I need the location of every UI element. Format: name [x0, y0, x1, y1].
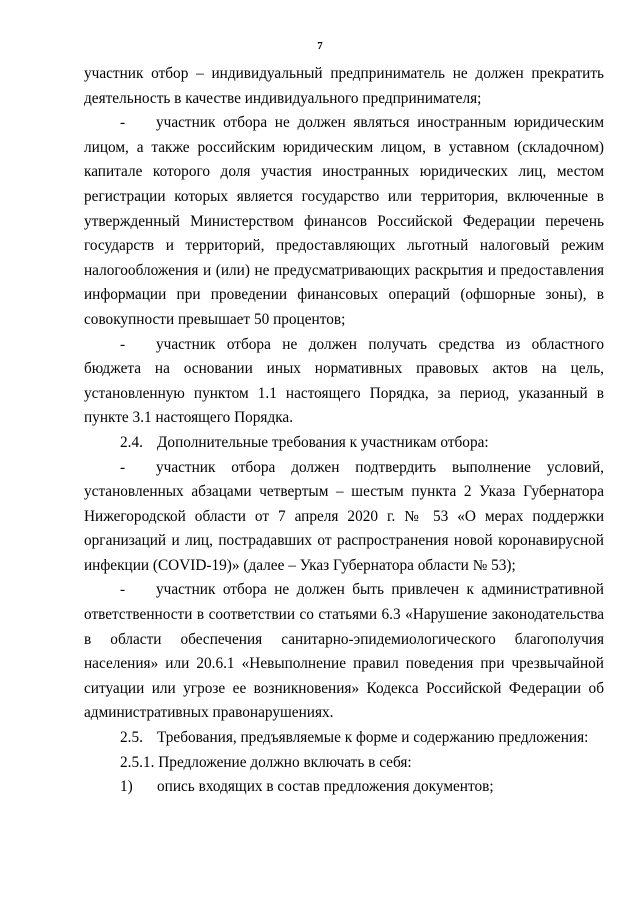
text-line: [84, 333, 604, 358]
text-line: лицом, а также российским юридическим лицом, в уставном (складочном): [84, 138, 604, 156]
text-line: деятельность в качестве индивидуального предпринимателя;: [84, 89, 482, 107]
text-line: ситуации или угрозе ее возникновения» Кодекса Российской Федерации об: [84, 679, 604, 697]
text-line: [84, 726, 604, 751]
list-item-regional-budget: [84, 333, 604, 431]
list-item-foreign-entity: [84, 111, 604, 332]
text-line: Нижегородской области от 7 апреля 2020 г. № 53 «О мерах поддержки: [84, 507, 604, 525]
list-marker: -: [120, 114, 126, 132]
text-line: информации при проведении финансовых операций (офшорные зоны), в: [84, 286, 604, 304]
text-line: инфекции (COVID-19)» (далее – Указ Губернатора области № 53);: [84, 556, 516, 574]
text-line: населения» или 20.6.1 «Невыполнение правил поведения при чрезвычайной: [84, 655, 604, 673]
section-2-5-1: [84, 751, 604, 776]
item-number: 1): [120, 778, 133, 796]
text-line: [84, 578, 604, 603]
text-line: пункте 3.1 настоящего Порядка.: [84, 409, 294, 427]
text-line: государств и территорий, предоставляющих льготный налоговый режим: [84, 237, 604, 255]
text-fragment: Дополнительные требования к участникам отбора:: [157, 433, 489, 451]
text-fragment: участник отбора не должен получать средства из областного: [156, 335, 604, 353]
numbered-item-1: [84, 775, 604, 800]
text-line: бюджета на основании иных нормативных правовых актов на цель,: [84, 360, 604, 378]
text-fragment: участник отбора должен подтвердить выполнение условий,: [156, 458, 604, 476]
text-line: 2.5.1. Предложение должно включать в себя:: [120, 753, 412, 771]
text-line: капитале которого доля участия иностранных юридических лиц, местом: [84, 163, 604, 181]
text-line: установленную пунктом 1.1 настоящего Порядка, за период, указанный в: [84, 384, 604, 402]
page-number: 7: [317, 40, 323, 52]
text-line: участник отбор – индивидуальный предприниматель не должен прекратить: [84, 65, 604, 82]
text-line: [84, 111, 604, 136]
text-line: утвержденный Министерством финансов Российской Федерации перечень: [84, 212, 604, 230]
paragraph-continuation: [84, 62, 604, 111]
text-fragment: участник отбора не должен быть привлечен к административной: [156, 581, 604, 599]
text-fragment: Требования, предъявляемые к форме и содержанию предложения:: [157, 729, 589, 747]
list-marker: -: [120, 458, 126, 476]
text-line: [84, 431, 604, 456]
text-line: [84, 456, 604, 481]
list-marker: -: [120, 581, 126, 599]
document-body: [84, 62, 604, 800]
text-fragment: участник отбора не должен являться иностранным юридическим: [156, 114, 604, 132]
list-item-administrative-liability: [84, 578, 604, 726]
section-number: 2.5.: [120, 729, 143, 747]
list-marker: -: [120, 335, 126, 353]
text-line: регистрации которых является государство или территория, включенные в: [84, 187, 604, 205]
text-line: установленных абзацами четвертым – шестым пункта 2 Указа Губернатора: [84, 483, 604, 501]
section-2-4-heading: [84, 431, 604, 456]
text-fragment: опись входящих в состав предложения документов;: [157, 778, 494, 796]
list-item-governor-decree: [84, 456, 604, 579]
section-2-5-heading: [84, 726, 604, 751]
text-line: ответственности в соответствии со статьями 6.3 «Нарушение законодательства: [84, 606, 604, 624]
section-number: 2.4.: [120, 433, 143, 451]
text-line: в области обеспечения санитарно-эпидемиологического благополучия: [84, 630, 604, 648]
text-line: административных правонарушениях.: [84, 704, 334, 722]
text-line: [84, 775, 604, 800]
text-line: организаций и лиц, пострадавших от распространения новой коронавирусной: [84, 532, 604, 550]
text-line: совокупности превышает 50 процентов;: [84, 310, 346, 328]
text-line: налогообложения и (или) не предусматривающих раскрытия и предоставления: [84, 261, 604, 279]
